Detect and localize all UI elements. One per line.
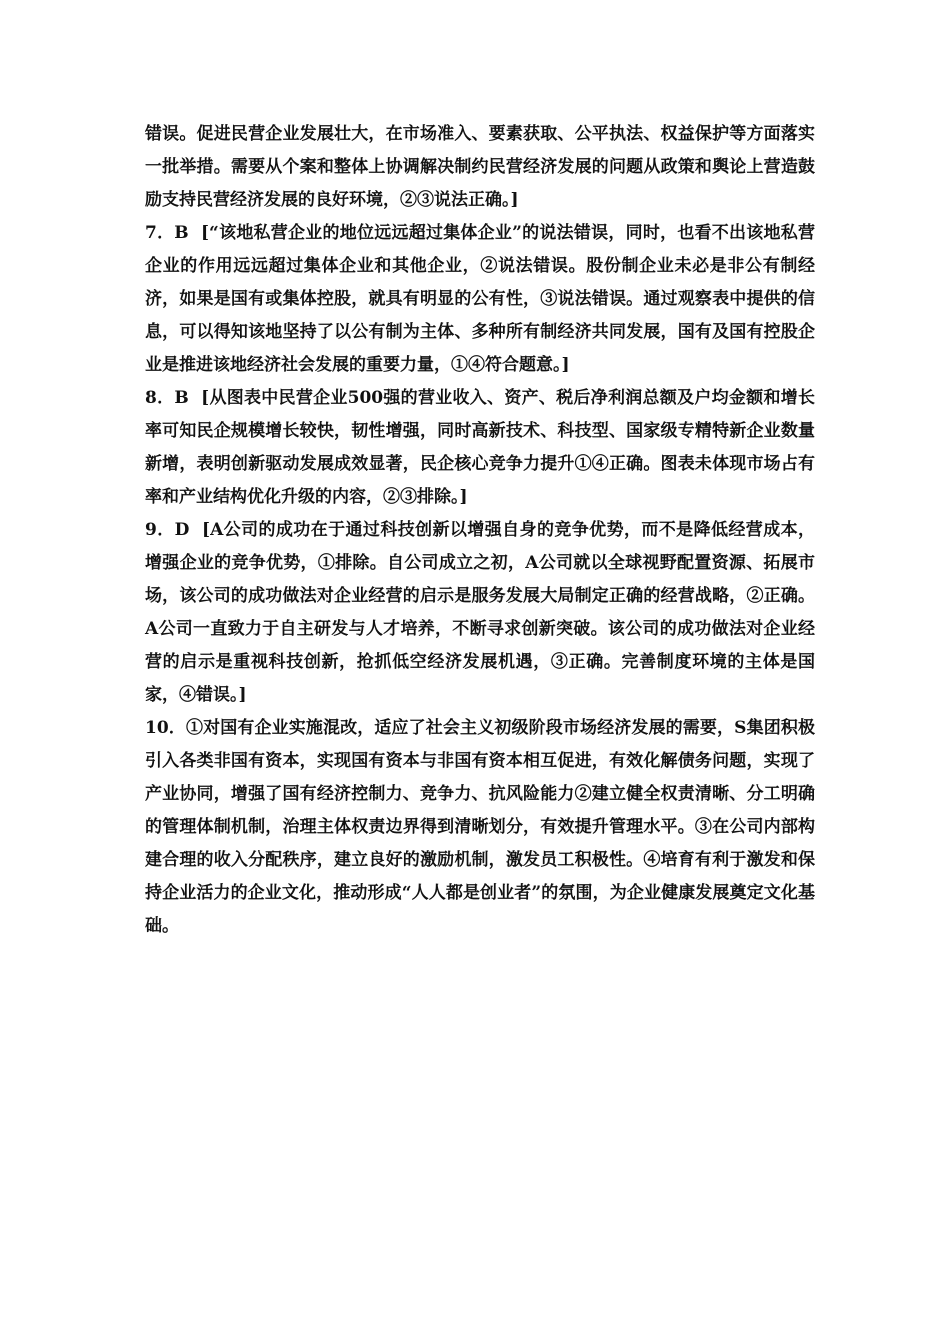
- answer-paragraph-10: [145, 712, 815, 943]
- answer-paragraph-9: [145, 514, 815, 712]
- answer-text: [从图表中民营企业500强的营业收入、资产、税后净利润总额及户均金额和增长率可知民企规模增长较快，韧性增强，同时高新技术、科技型、国家级专精特新企业数量新增，表明创新驱动发展成效显著，民企核心竞争力提升①④正确。图表未体现市场占有率和产业结构优化升级的内容，②③排除。]: [145, 388, 815, 507]
- answer-text: 错误。促进民营企业发展壮大，在市场准入、要素获取、公平执法、权益保护等方面落实一批举措。需要从个案和整体上协调解决制约民营经济发展的问题从政策和舆论上营造鼓励支持民营经济发展的良好环境，②③说法正确。]: [145, 124, 815, 210]
- answer-number: 8．B: [145, 388, 189, 408]
- answer-text: ①对国有企业实施混改，适应了社会主义初级阶段市场经济发展的需要，S集团积极引入各类非国有资本，实现国有资本与非国有资本相互促进，有效化解债务问题，实现了产业协同，增强了国有经济控制力、竞争力、抗风险能力②建立健全权责清晰、分工明确的管理体制机制，治理主体权责边界得到清晰划分，有效提升管理水平。③在公司内部构建合理的收入分配秩序，建立良好的激励机制，激发员工积极性。④培育有利于激发和保持企业活力的企业文化，推动形成“人人都是创业者”的氛围，为企业健康发展奠定文化基础。: [145, 718, 815, 936]
- answer-paragraph-continuation: [145, 118, 815, 217]
- answer-text: [“该地私营企业的地位远远超过集体企业”的说法错误，同时，也看不出该地私营企业的作用远远超过集体企业和其他企业，②说法错误。股份制企业未必是非公有制经济，如果是国有或集体控股，就具有明显的公有性，③说法错误。通过观察表中提供的信息，可以得知该地坚持了以公有制为主体、多种所有制经济共同发展，国有及国有控股企业是推进该地经济社会发展的重要力量，①④符合题意。]: [145, 223, 815, 375]
- answer-paragraph-8: [145, 382, 815, 514]
- answer-text: [A公司的成功在于通过科技创新以增强自身的竞争优势，而不是降低经营成本，增强企业的竞争优势，①排除。自公司成立之初，A公司就以全球视野配置资源、拓展市场，该公司的成功做法对企业经营的启示是服务发展大局制定正确的经营战略，②正确。A公司一直致力于自主研发与人才培养，不断寻求创新突破。该公司的成功做法对企业经营的启示是重视科技创新，抢抓低空经济发展机遇，③正确。完善制度环境的主体是国家，④错误。]: [145, 520, 816, 705]
- answer-text-block: [145, 118, 815, 943]
- answer-number: 9．D: [145, 520, 190, 540]
- answer-paragraph-7: [145, 217, 815, 382]
- answer-number: 7．B: [145, 223, 189, 243]
- answer-number: 10．: [145, 718, 186, 738]
